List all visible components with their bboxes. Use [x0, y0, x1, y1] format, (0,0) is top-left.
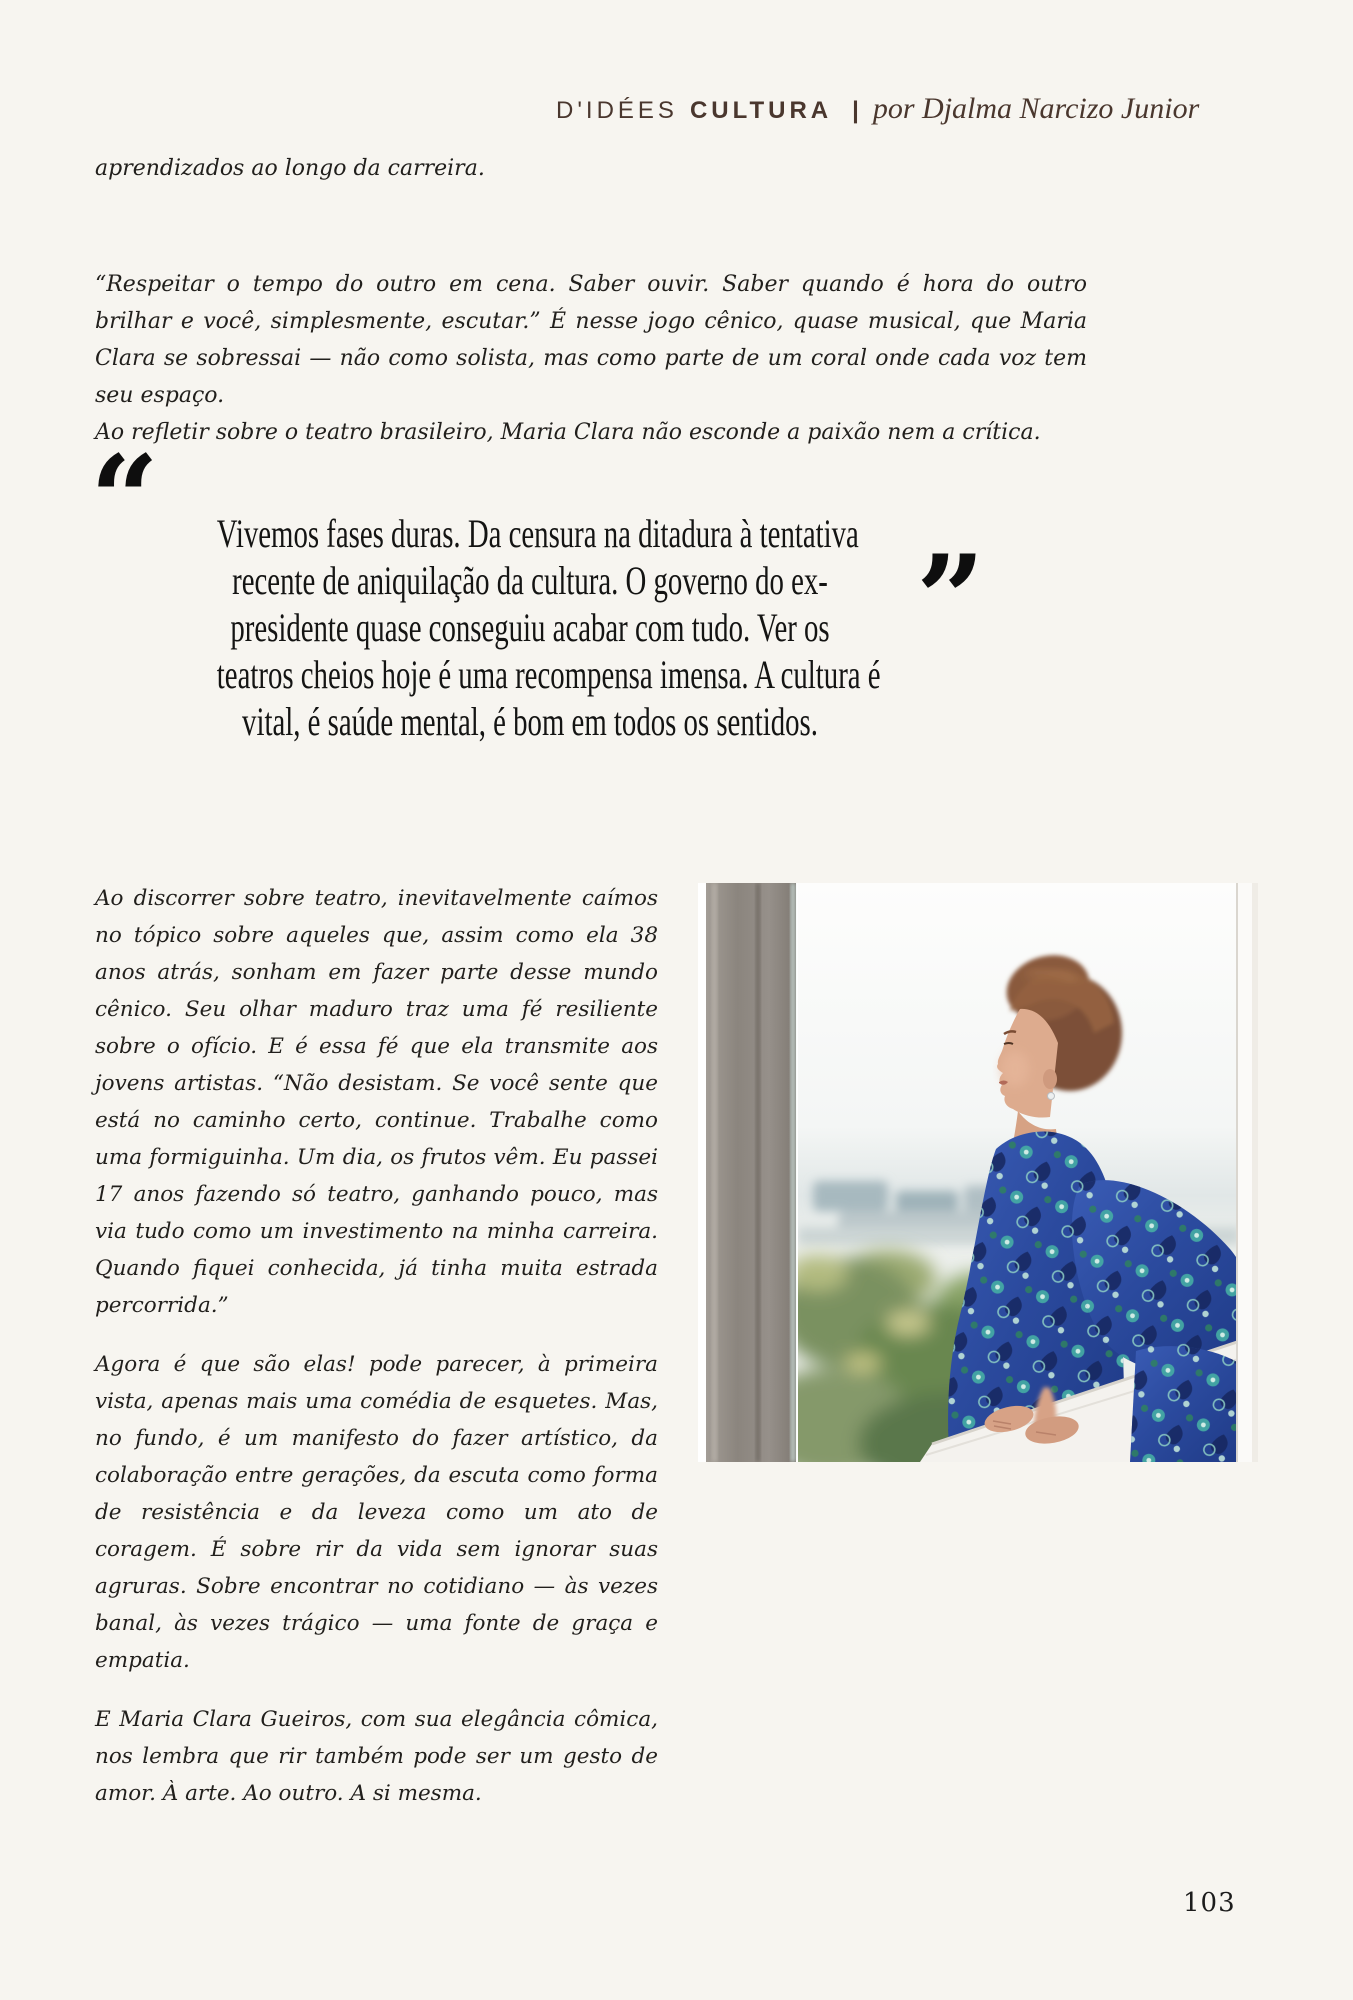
- magazine-brand: D'IDÉES: [556, 97, 678, 124]
- ear: [1043, 1069, 1057, 1089]
- pull-quote-line: teatros cheios hoje é uma recompensa imensa. A cultura é: [216, 652, 881, 697]
- intro-paragraph: [95, 266, 1087, 451]
- intro-paragraph-main: “Respeitar o tempo do outro em cena. Saber ouvir. Saber quando é hora do outro brilhar e você, simplesmente, escutar.” É nesse jogo cênico, quase musical, que Maria Clara se sobressai — não como solista, mas como parte de um coral onde cada voz tem seu espaço.: [95, 272, 1087, 408]
- author-byline: por Djalma Narcizo Junior: [872, 92, 1200, 125]
- header-divider: |: [852, 97, 859, 124]
- magazine-photo: [698, 883, 1258, 1462]
- pull-quote-line: recente de aniquilação da cultura. O governo do ex-: [232, 558, 828, 603]
- pull-quote: [95, 510, 965, 745]
- close-quote-icon: ”: [916, 529, 986, 670]
- eye: [1004, 1043, 1013, 1044]
- earring: [1048, 1093, 1055, 1100]
- pull-quote-line: Vivemos fases duras. Da censura na ditadura à tentativa: [216, 511, 859, 556]
- open-quote-icon: “: [90, 429, 160, 570]
- window-frame-bar: [706, 883, 796, 1462]
- article-paragraph: Agora é que são elas! pode parecer, à primeira vista, apenas mais uma comédia de esquetes. Mas, no fundo, é um manifesto do fazer artístico, da colaboração entre gerações, da escuta como forma de resistência e da leveza como um ato de coragem. É sobre rir da vida sem ignorar suas agruras. Sobre encontrar no cotidiano — às vezes banal, às vezes trágico — uma fonte de graça e empatia.: [95, 1352, 658, 1673]
- article-column: [95, 880, 658, 1834]
- section-title: CULTURA: [689, 97, 833, 124]
- page-header: [556, 92, 1199, 126]
- page-number: 103: [1183, 1888, 1236, 1918]
- right-window-frame: [1236, 883, 1258, 1462]
- intro-lead-line: aprendizados ao longo da carreira.: [95, 156, 485, 181]
- article-paragraph: E Maria Clara Gueiros, com sua elegância cômica, nos lembra que rir também pode ser um gesto de amor. À arte. Ao outro. A si mesma.: [95, 1707, 658, 1806]
- pull-quote-line: vital, é saúde mental, é bom em todos os sentidos.: [242, 699, 818, 744]
- photo-artwork: [698, 883, 1258, 1462]
- pull-quote-line: presidente quase conseguiu acabar com tudo. Ver os: [230, 605, 830, 650]
- article-paragraph: Ao discorrer sobre teatro, inevitavelmente caímos no tópico sobre aqueles que, assim como ela 38 anos atrás, sonham em fazer parte desse mundo cênico. Seu olhar maduro traz uma fé resiliente sobre o ofício. E é essa fé que ela transmite aos jovens artistas. “Não desistam. Se você sente que está no caminho certo, continue. Trabalhe como uma formiguinha. Um dia, os frutos vêm. Eu passei 17 anos fazendo só teatro, ganhando pouco, mas via tudo como um investimento na minha carreira. Quando fiquei conhecida, já tinha muita estrada percorrida.”: [95, 886, 658, 1318]
- intro-paragraph-tail: Ao refletir sobre o teatro brasileiro, Maria Clara não esconde a paixão nem a crítica.: [95, 420, 1041, 445]
- garment-drape: [1130, 1346, 1242, 1462]
